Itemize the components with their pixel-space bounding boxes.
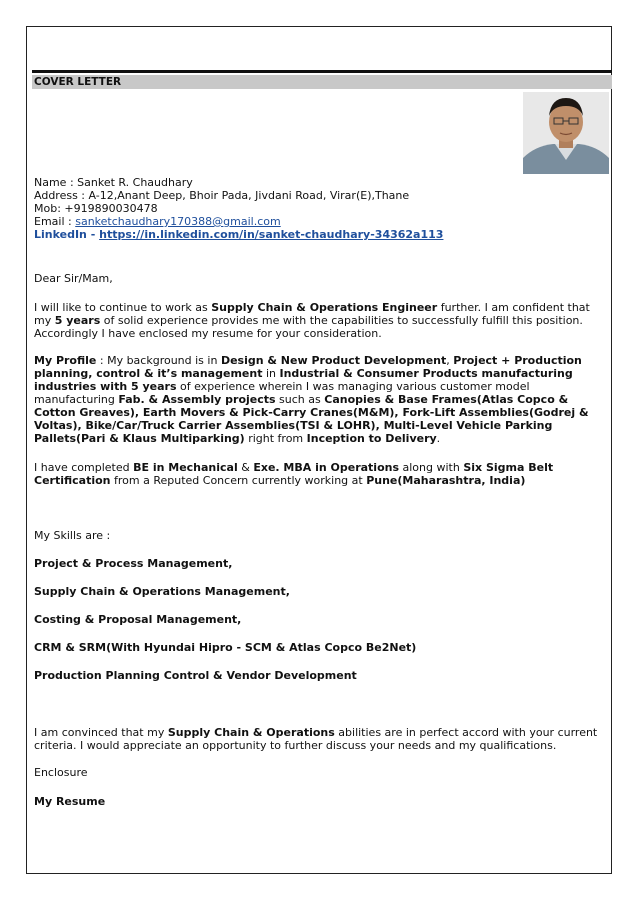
education-paragraph: [34, 461, 606, 487]
contact-address: Address : A-12,Anant Deep, Bhoir Pada, Jivdani Road, Virar(E),Thane: [34, 189, 410, 202]
email-link[interactable]: sanketchaudhary170388@gmail.com: [75, 215, 281, 228]
profile-text: .: [436, 432, 441, 445]
contact-linkedin-line: [34, 228, 606, 241]
profile-paragraph: [34, 354, 606, 445]
education-text: I have completed: [34, 461, 134, 474]
linkedin-link[interactable]: https://in.linkedin.com/in/sanket-chaudhary-34362a113: [99, 228, 444, 241]
profile-text: : My background is in: [96, 354, 221, 367]
profile-photo: [523, 92, 609, 174]
profile-text: of experience wherein I was managing various customer model manufacturing: [34, 380, 530, 406]
skill-item: Production Planning Control & Vendor Development: [34, 669, 357, 682]
profile-bold: Industrial & Consumer Products manufacturing industries with 5 years: [34, 367, 573, 393]
education-text: from a Reputed Concern currently working at: [110, 474, 367, 487]
education-bold: BE in Mechanical: [133, 461, 238, 474]
profile-text: right from: [244, 432, 307, 445]
education-bold: Six Sigma Belt Certification: [34, 461, 554, 487]
profile-text: such as: [275, 393, 325, 406]
intro-text: of solid experience provides me with the capabilities to successfully fulfill this position. Accordingly I have enclosed my resume for your consideration.: [34, 314, 583, 340]
intro-text: I will like to continue to work as: [34, 301, 212, 314]
contact-email-line: [34, 215, 606, 228]
salutation: Dear Sir/Mam,: [34, 272, 113, 285]
closing-bold: Supply Chain & Operations: [167, 726, 335, 739]
skill-item: Supply Chain & Operations Management,: [34, 585, 290, 598]
intro-paragraph: [34, 301, 606, 340]
resume-label: My Resume: [34, 795, 106, 808]
profile-bold: My Profile: [34, 354, 97, 367]
education-text: &: [237, 461, 254, 474]
intro-text: further. I am confident that my: [34, 301, 590, 327]
profile-bold: Inception to Delivery: [306, 432, 437, 445]
closing-text: abilities are in perfect accord with your current criteria. I would appreciate an opportunity to further discuss your needs and my qualifications.: [34, 726, 598, 752]
profile-bold: Project + Production planning, control & it’s management: [34, 354, 582, 380]
header-rule: [32, 70, 612, 73]
section-title: COVER LETTER: [32, 75, 612, 89]
profile-bold: Canopies & Base Frames(Atlas Copco & Cotton Greaves), Earth Movers & Pick-Carry Cranes(M&M), Fork-Lift Assemblies(Godrej & Voltas), Bike/Car/Truck Carrier Assemblies(TSI & LOHR), Multi-Level Vehicle Parking Pallets(Pari & Klaus Multiparking): [34, 393, 589, 445]
linkedin-label: LinkedIn -: [34, 228, 100, 241]
closing-paragraph: [34, 726, 606, 752]
profile-bold: Design & New Product Development: [220, 354, 447, 367]
contact-mob: Mob: +919890030478: [34, 202, 158, 215]
skill-item: Project & Process Management,: [34, 557, 233, 570]
intro-bold: Supply Chain & Operations Engineer: [211, 301, 438, 314]
contact-block: [34, 176, 606, 241]
closing-text: I am convinced that my: [34, 726, 168, 739]
profile-text: ,: [446, 354, 454, 367]
intro-bold: 5 years: [54, 314, 101, 327]
education-bold: Exe. MBA in Operations: [253, 461, 400, 474]
skills-heading: My Skills are :: [34, 529, 111, 542]
contact-name: Name : Sanket R. Chaudhary: [34, 176, 193, 189]
email-label: Email :: [34, 215, 76, 228]
education-text: along with: [399, 461, 464, 474]
education-bold: Pune(Maharashtra, India): [366, 474, 526, 487]
enclosure-label: Enclosure: [34, 766, 88, 779]
skill-item: CRM & SRM(With Hyundai Hipro - SCM & Atlas Copco Be2Net): [34, 641, 417, 654]
profile-bold: Fab. & Assembly projects: [118, 393, 276, 406]
profile-text: in: [262, 367, 280, 380]
skill-item: Costing & Proposal Management,: [34, 613, 242, 626]
